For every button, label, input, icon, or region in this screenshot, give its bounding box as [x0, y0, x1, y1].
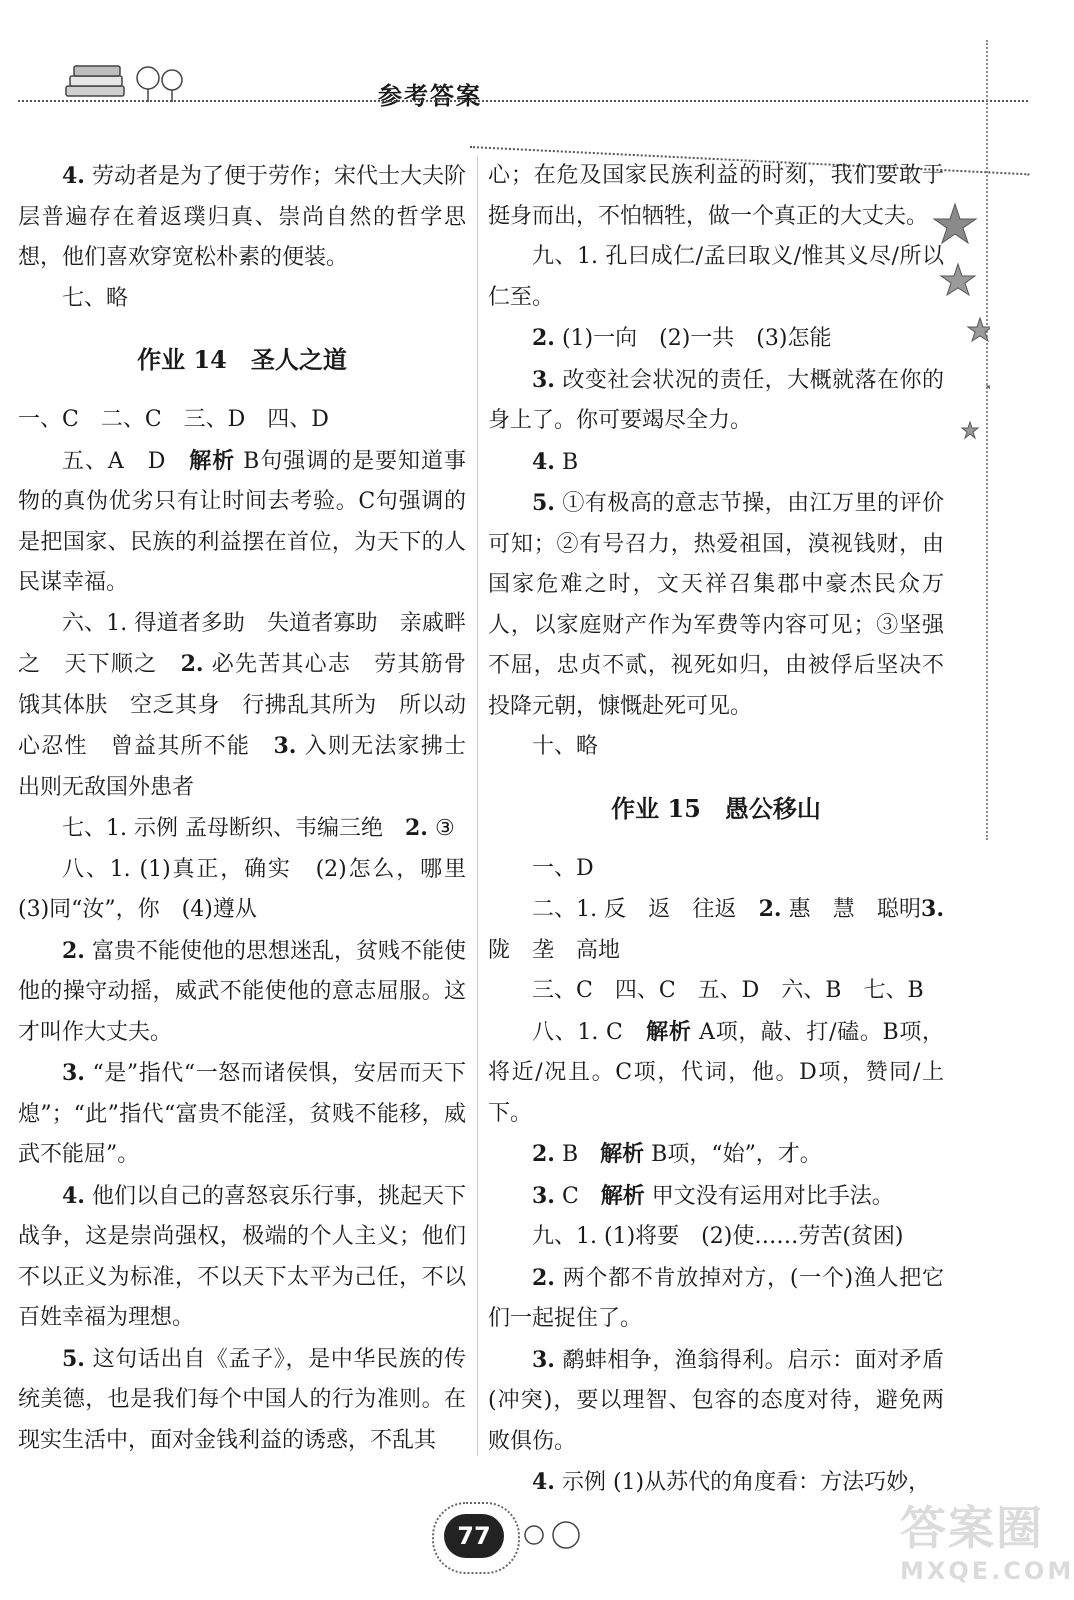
watermark — [900, 1500, 1074, 1596]
answer-text: (1)真正，确实 (2)怎么，哪里 (3)同“汝”，你 (4)遵从 — [18, 856, 489, 922]
answer-text: 二、1. — [532, 897, 598, 922]
header-title: 参考答案 — [378, 81, 482, 110]
answer-text: 反 返 往返 — [597, 897, 759, 922]
answer-text: 得道者多助 失道者寡助 亲戚畔之 天下顺之 — [18, 610, 466, 677]
answer-paragraph — [488, 360, 944, 442]
answer-paragraph — [18, 441, 466, 604]
item-number: 4. — [532, 448, 555, 475]
item-number: 4. — [62, 1182, 85, 1209]
answer-text: ③ — [427, 816, 455, 841]
item-number: 3. — [273, 733, 297, 759]
answer-text: 这句话出自《孟子》，是中华民族的传统美德，也是我们每个中国人的行为准则。在现实生活中，面对金钱利益的诱惑，不乱其 — [18, 1346, 466, 1453]
page-header — [0, 0, 1074, 120]
item-number: 3. — [532, 366, 555, 393]
answer-text: 鹬蚌相争，渔翁得利。启示：面对矛盾(冲突)，要以理智、包容的态度对待，避免两败俱伤。 — [488, 1347, 944, 1454]
item-number: 3. — [532, 1346, 555, 1373]
answer-paragraph — [488, 1258, 944, 1340]
item-number: 2. — [758, 896, 782, 922]
answer-text: ①有极高的意志节操，由江万里的评价可知；②有号召力，热爱祖国，漠视钱财，由国家危难之时，文天祥召集郡中豪杰民众万人，以家庭财产作为军费等内容可见；③坚强不屈，忠贞不贰，视死如归，由被俘后坚决不投降元朝，慷慨赴死可见。 — [488, 491, 944, 719]
analysis-label: 解析 — [646, 1018, 692, 1045]
answer-text: 五、A D — [62, 448, 190, 474]
watermark-url: MXQE.COM — [900, 1557, 1074, 1585]
answer-text: 九、1. — [532, 244, 599, 269]
answer-paragraph — [18, 156, 466, 279]
answer-text: 陇 垄 高地 — [488, 937, 621, 963]
header-divider — [18, 100, 1028, 102]
answer-text: “是”指代“一怒而诸侯惧，安居而天下熄”；“此”指代“富贵不能淫，贫贱不能移，威武不能屈”。 — [18, 1061, 466, 1167]
answer-text: C — [598, 1019, 647, 1045]
answer-paragraph — [488, 1462, 944, 1504]
answer-text: 八、1. — [532, 1019, 599, 1045]
answer-text: 他们以自己的喜怒哀乐行事，挑起天下战争，这是崇尚强权，极端的个人主义；他们不以正义为标准，不以天下太平为己任，不以百姓幸福为理想。 — [18, 1183, 466, 1330]
answer-paragraph: 三、C 四、C 五、D 六、B 七、B — [532, 978, 924, 1003]
answer-text: C — [554, 1183, 601, 1209]
answer-text: B — [554, 449, 579, 475]
answer-text: 八、1. — [62, 856, 131, 882]
item-number: 2. — [405, 815, 428, 841]
item-number: 3. — [532, 1182, 555, 1209]
section-title: 作业 15 愚公移山 — [611, 793, 821, 823]
answer-paragraph — [18, 1339, 466, 1462]
answer-paragraph — [488, 1176, 944, 1218]
answer-paragraph — [488, 1340, 944, 1463]
answer-paragraph — [488, 237, 944, 318]
column-divider — [477, 156, 478, 1456]
item-number: 3. — [62, 1060, 85, 1086]
answer-paragraph: 心；在危及国家民族利益的时刻，我们要敢于挺身而出，不怕牺牲，做一个真正的大丈夫。 — [488, 163, 944, 229]
answer-text: 入则无法家拂士 出则无敌国外患者 — [18, 734, 489, 800]
left-column — [18, 156, 489, 1461]
analysis-label: 解析 — [600, 1182, 645, 1209]
answer-text: 必先苦其心志 劳其筋骨 饿其体肤 空乏其身 行拂乱其所为 所以动心忍性 曾益其所不能 — [18, 652, 488, 759]
answer-text: A项，敲、打/磕。B项，将近/况且。C项，代词，他。D项，赞同/上下。 — [488, 1019, 944, 1126]
answer-text: 两个都不肯放掉对方，(一个)渔人把它们一起捉住了。 — [488, 1265, 944, 1331]
answer-text: 甲文没有运用对比手法。 — [644, 1183, 894, 1209]
answer-paragraph — [18, 604, 489, 809]
answer-paragraph — [488, 483, 944, 727]
answer-text: 劳动者是为了便于劳作；宋代士大夫阶层普遍存在着返璞归真、崇尚自然的哲学思想，他们喜欢穿宽松朴素的便装。 — [18, 164, 466, 270]
answer-text: 九、1. — [532, 1224, 597, 1249]
answer-text: B句强调的是要知道事物的真伪优劣只有让时间去考验。C句强调的是把国家、民族的利益摆在首位，为天下的人民谋幸福。 — [18, 448, 466, 595]
item-number: 4. — [532, 1469, 555, 1495]
section-title: 作业 14 圣人之道 — [137, 345, 347, 374]
item-number: 4. — [62, 163, 85, 189]
answer-paragraph: 一、C 二、C 三、D 四、D — [18, 407, 329, 432]
item-number: 2. — [180, 651, 204, 677]
answer-paragraph — [18, 1176, 466, 1339]
right-column — [488, 156, 944, 1504]
item-number: 5. — [62, 1345, 85, 1372]
analysis-label: 解析 — [600, 1141, 645, 1167]
circles-decoration-icon — [520, 1520, 590, 1550]
answer-text: B项，“始”，才。 — [644, 1142, 822, 1167]
page-number: 77 — [444, 1514, 504, 1558]
answer-text: B — [554, 1142, 601, 1167]
item-number: 2. — [532, 1141, 555, 1167]
answer-paragraph: 十、略 — [532, 734, 599, 759]
item-number: 5. — [532, 490, 555, 516]
watermark-logo: 答案圈 — [900, 1501, 1044, 1555]
answer-paragraph: 七、略 — [62, 285, 129, 311]
answer-paragraph — [18, 808, 466, 850]
answer-paragraph — [18, 850, 489, 931]
answer-paragraph — [488, 442, 944, 484]
item-number: 2. — [62, 937, 85, 964]
answer-text: (1)一向 (2)一共 (3)怎能 — [554, 326, 832, 351]
answer-paragraph — [488, 1217, 944, 1258]
item-number: 2. — [532, 325, 555, 351]
answer-text: 示例 孟母断织、韦编三绝 — [127, 816, 405, 841]
answer-paragraph: 一、D — [532, 855, 594, 881]
answer-text: 孔曰成仁/孟曰取义/惟其义尽/所以仁至。 — [488, 244, 944, 310]
answer-text: (1)将要 (2)使……劳苦(贫困) — [597, 1224, 904, 1249]
item-number: 2. — [532, 1264, 555, 1291]
answer-text: 六、1. — [62, 610, 128, 636]
answer-text: 富贵不能使他的思想迷乱，贫贱不能使他的操守动摇，威武不能使他的意志屈服。这才叫作大丈夫。 — [18, 938, 466, 1045]
answer-paragraph — [18, 931, 466, 1054]
books-trees-icon — [64, 56, 194, 106]
answer-paragraph — [488, 1012, 944, 1135]
answer-paragraph — [488, 1134, 944, 1176]
analysis-label: 解析 — [189, 447, 236, 474]
answer-paragraph — [488, 889, 944, 971]
answer-text: 改变社会状况的责任，大概就落在你的身上了。你可要竭尽全力。 — [488, 367, 944, 433]
answer-text: 惠 慧 聪明 — [781, 897, 922, 922]
answer-text: 示例 (1)从苏代的角度看：方法巧妙， — [554, 1470, 931, 1495]
answer-paragraph — [18, 1053, 466, 1176]
item-number: 3. — [921, 896, 944, 922]
answer-paragraph — [488, 318, 944, 360]
answer-text: 七、1. — [62, 816, 127, 841]
